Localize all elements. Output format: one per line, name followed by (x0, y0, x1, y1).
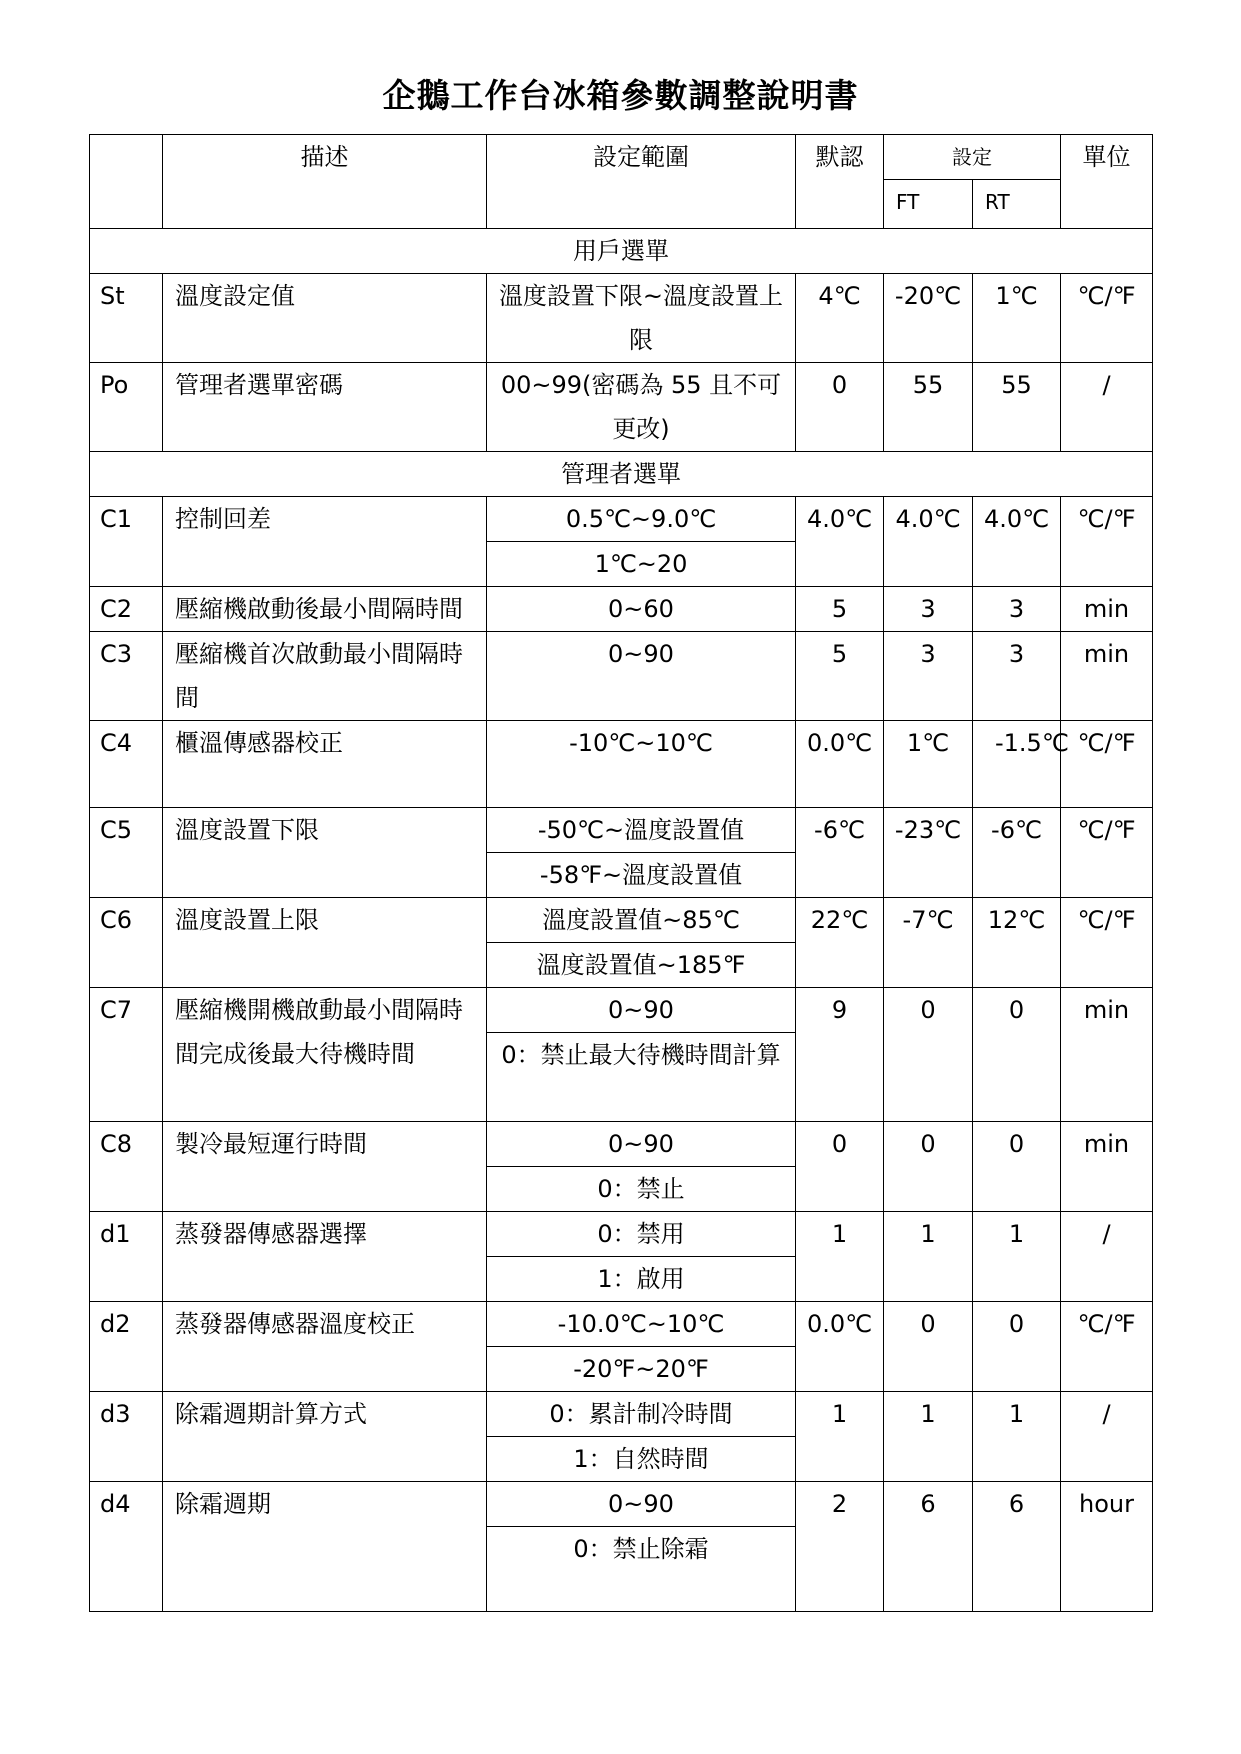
header-unit: 單位 (1061, 135, 1153, 229)
row-rt: 0 (973, 988, 1061, 1122)
row-desc: 壓縮機開機啟動最小間隔時間完成後最大待機時間 (163, 988, 487, 1122)
row-unit: ℃/℉ (1061, 1302, 1153, 1392)
row-desc: 蒸發器傳感器溫度校正 (163, 1302, 487, 1392)
table-row (90, 1392, 1153, 1437)
row-code: d2 (90, 1302, 163, 1392)
row-ft: 6 (884, 1482, 973, 1612)
row-code: C3 (90, 632, 163, 721)
table-row (90, 1302, 1153, 1347)
row-unit: min (1061, 632, 1153, 721)
row-range-alt: 0：禁止 (487, 1167, 796, 1212)
row-range: -10℃~10℃ (487, 721, 796, 808)
section-row (90, 229, 1153, 274)
page-title: 企鵝工作台冰箱參數調整說明書 (382, 76, 859, 115)
row-desc: 除霜週期 (163, 1482, 487, 1612)
row-range: 0~90 (487, 1482, 796, 1527)
row-code: C4 (90, 721, 163, 808)
row-range: 0~90 (487, 632, 796, 721)
row-code: St (90, 274, 163, 363)
row-ft: 55 (884, 363, 973, 452)
row-unit: / (1061, 363, 1153, 452)
table-row (90, 898, 1153, 943)
row-rt: 12℃ (973, 898, 1061, 988)
row-range-alt: -58℉~溫度設置值 (487, 853, 796, 898)
table-row (90, 632, 1153, 721)
row-desc: 壓縮機啟動後最小間隔時間 (163, 587, 487, 632)
row-desc: 蒸發器傳感器選擇 (163, 1212, 487, 1302)
row-range-alt: 1：自然時間 (487, 1437, 796, 1482)
row-range: -50℃~溫度設置值 (487, 808, 796, 853)
section-user-menu: 用戶選單 (90, 229, 1153, 274)
row-range: 0~60 (487, 587, 796, 632)
header-desc: 描述 (163, 135, 487, 229)
section-admin-menu: 管理者選單 (90, 452, 1153, 497)
row-code: C2 (90, 587, 163, 632)
row-desc: 除霜週期計算方式 (163, 1392, 487, 1482)
row-default: 0 (796, 363, 884, 452)
table-row (90, 988, 1153, 1033)
row-range: 0：禁用 (487, 1212, 796, 1257)
row-default: 0.0℃ (796, 721, 884, 808)
row-range: 0~90 (487, 1122, 796, 1167)
header-ft: FT (884, 180, 973, 229)
row-code: d4 (90, 1482, 163, 1612)
row-unit: ℃/℉ (1061, 808, 1153, 898)
table-row (90, 1122, 1153, 1167)
row-range: 溫度設置值~85℃ (487, 898, 796, 943)
row-ft: 0 (884, 1122, 973, 1212)
row-ft: 1℃ (884, 721, 973, 808)
row-range-alt: 1：啟用 (487, 1257, 796, 1302)
row-ft: 0 (884, 1302, 973, 1392)
row-unit: ℃/℉ (1061, 497, 1153, 587)
row-unit: hour (1061, 1482, 1153, 1612)
row-range-alt: 1℃~20 (487, 542, 796, 587)
row-ft: -23℃ (884, 808, 973, 898)
row-ft: 4.0℃ (884, 497, 973, 587)
row-default: 5 (796, 587, 884, 632)
row-desc: 管理者選單密碼 (163, 363, 487, 452)
row-code: d3 (90, 1392, 163, 1482)
row-desc: 溫度設置上限 (163, 898, 487, 988)
row-range: -10.0℃~10℃ (487, 1302, 796, 1347)
row-rt: 55 (973, 363, 1061, 452)
row-desc: 櫃溫傳感器校正 (163, 721, 487, 808)
row-default: 1 (796, 1392, 884, 1482)
row-ft: 3 (884, 632, 973, 721)
row-desc: 控制回差 (163, 497, 487, 587)
row-code: Po (90, 363, 163, 452)
row-code: C5 (90, 808, 163, 898)
row-ft: -20℃ (884, 274, 973, 363)
row-range-alt: 0：禁止除霜 (487, 1527, 796, 1612)
table-header-row (90, 135, 1153, 180)
row-ft: -7℃ (884, 898, 973, 988)
row-default: 0.0℃ (796, 1302, 884, 1392)
row-rt: 3 (973, 587, 1061, 632)
row-default: 4℃ (796, 274, 884, 363)
table-row (90, 721, 1153, 808)
row-rt: -6℃ (973, 808, 1061, 898)
row-code: C1 (90, 497, 163, 587)
table-row (90, 587, 1153, 632)
section-row (90, 452, 1153, 497)
row-rt: 4.0℃ (973, 497, 1061, 587)
row-unit: ℃/℉ (1061, 898, 1153, 988)
row-desc: 溫度設定值 (163, 274, 487, 363)
row-unit: ℃/℉ (1061, 721, 1153, 808)
row-rt: 1 (973, 1392, 1061, 1482)
row-unit: min (1061, 587, 1153, 632)
row-unit: min (1061, 988, 1153, 1122)
row-default: 5 (796, 632, 884, 721)
row-default: 4.0℃ (796, 497, 884, 587)
row-desc: 壓縮機首次啟動最小間隔時間 (163, 632, 487, 721)
row-range-alt: -20℉~20℉ (487, 1347, 796, 1392)
table-row (90, 274, 1153, 363)
row-code: C6 (90, 898, 163, 988)
row-desc: 製冷最短運行時間 (163, 1122, 487, 1212)
row-range: 0：累計制冷時間 (487, 1392, 796, 1437)
header-setting: 設定 (884, 135, 1061, 180)
row-range: 0~90 (487, 988, 796, 1033)
parameter-table (89, 134, 1153, 1612)
row-range-alt: 溫度設置值~185℉ (487, 943, 796, 988)
table-row (90, 808, 1153, 853)
table-row (90, 1482, 1153, 1527)
row-default: 0 (796, 1122, 884, 1212)
row-ft: 1 (884, 1392, 973, 1482)
table-row (90, 497, 1153, 542)
row-ft: 3 (884, 587, 973, 632)
row-unit: min (1061, 1122, 1153, 1212)
header-code-cell (90, 135, 163, 229)
header-default: 默認 (796, 135, 884, 229)
row-ft: 1 (884, 1212, 973, 1302)
row-range: 00~99(密碼為 55 且不可更改) (487, 363, 796, 452)
table-row (90, 1212, 1153, 1257)
row-rt: 0 (973, 1302, 1061, 1392)
header-range: 設定範圍 (487, 135, 796, 229)
row-unit: / (1061, 1392, 1153, 1482)
row-unit: ℃/℉ (1061, 274, 1153, 363)
row-code: C8 (90, 1122, 163, 1212)
row-rt: 0 (973, 1122, 1061, 1212)
row-default: -6℃ (796, 808, 884, 898)
row-range: 溫度設置下限~溫度設置上限 (487, 274, 796, 363)
row-code: d1 (90, 1212, 163, 1302)
header-rt: RT (973, 180, 1061, 229)
row-default: 2 (796, 1482, 884, 1612)
row-ft: 0 (884, 988, 973, 1122)
row-default: 9 (796, 988, 884, 1122)
row-default: 1 (796, 1212, 884, 1302)
row-rt: 1℃ (973, 274, 1061, 363)
table-row (90, 363, 1153, 452)
row-desc: 溫度設置下限 (163, 808, 487, 898)
row-rt: -1.5℃ (973, 721, 1061, 808)
row-code: C7 (90, 988, 163, 1122)
row-range: 0.5℃~9.0℃ (487, 497, 796, 542)
row-default: 22℃ (796, 898, 884, 988)
row-rt: 1 (973, 1212, 1061, 1302)
row-rt: 6 (973, 1482, 1061, 1612)
row-range-alt: 0：禁止最大待機時間計算 (487, 1033, 796, 1122)
row-rt: 3 (973, 632, 1061, 721)
row-unit: / (1061, 1212, 1153, 1302)
